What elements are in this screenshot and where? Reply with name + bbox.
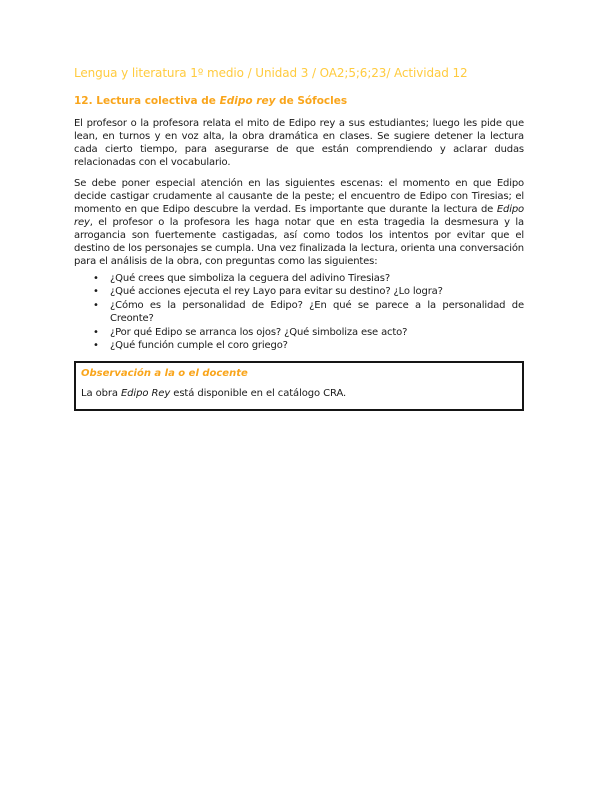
activity-heading-suffix: de Sófocles xyxy=(275,95,348,107)
list-item: • ¿Por qué Edipo se arranca los ojos? ¿Qué simboliza ese acto? xyxy=(74,326,524,339)
teacher-note-body-prefix: La obra xyxy=(81,388,121,400)
list-item: • ¿Qué crees que simboliza la ceguera del adivino Tiresias? xyxy=(74,272,524,285)
list-item: • ¿Cómo es la personalidad de Edipo? ¿En qué se parece a la personalidad de Creonte? xyxy=(74,299,524,326)
teacher-note-box xyxy=(74,361,524,411)
document-content xyxy=(74,66,524,411)
paragraph-scenes-part2: , el profesor o la profesora les haga notar que en esta tragedia la desmesura y la arrogancia son fuertemente castigadas, así como todos los intentos por evitar que el destino de los personajes se cumpla. Una vez finalizada la lectura, orienta una conversación para el análisis de la obra, con preguntas como las siguientes: xyxy=(74,217,524,267)
activity-heading-work-title: Edipo rey xyxy=(219,95,276,107)
list-item: • ¿Qué acciones ejecuta el rey Layo para evitar su destino? ¿Lo logra? xyxy=(74,285,524,298)
teacher-note-body-suffix: está disponible en el catálogo CRA. xyxy=(170,388,347,400)
paragraph-scenes-work-title: Edipo rey xyxy=(74,204,524,228)
paragraph-scenes-part1: Se debe poner especial atención en las siguientes escenas: el momento en que Edipo decide castigar crudamente al causante de la peste; el encuentro de Edipo con Tiresias; el momento en que Edipo descubre la verdad. Es importante que durante la lectura de xyxy=(74,178,524,215)
question-list xyxy=(74,272,524,352)
activity-heading xyxy=(74,95,524,108)
paragraph-intro: El profesor o la profesora relata el mito de Edipo rey a sus estudiantes; luego les pide que lean, en turnos y en voz alta, la obra dramática en clases. Se sugiere detener la lectura cada cierto tiempo, para asegurarse de que están comprendiendo y aclarar dudas relacionadas con el vocabulario. xyxy=(74,118,524,168)
paragraph-scenes xyxy=(74,177,524,268)
teacher-note-title: Observación a la o el docente xyxy=(81,368,248,380)
teacher-note-work-title: Edipo Rey xyxy=(120,388,171,400)
activity-heading-prefix: 12. Lectura colectiva de xyxy=(74,95,220,107)
teacher-note-body xyxy=(81,387,516,400)
list-item: • ¿Qué función cumple el coro griego? xyxy=(74,339,524,352)
breadcrumb: Lengua y literatura 1º medio / Unidad 3 / OA2;5;6;23/ Actividad 12 xyxy=(74,66,468,80)
